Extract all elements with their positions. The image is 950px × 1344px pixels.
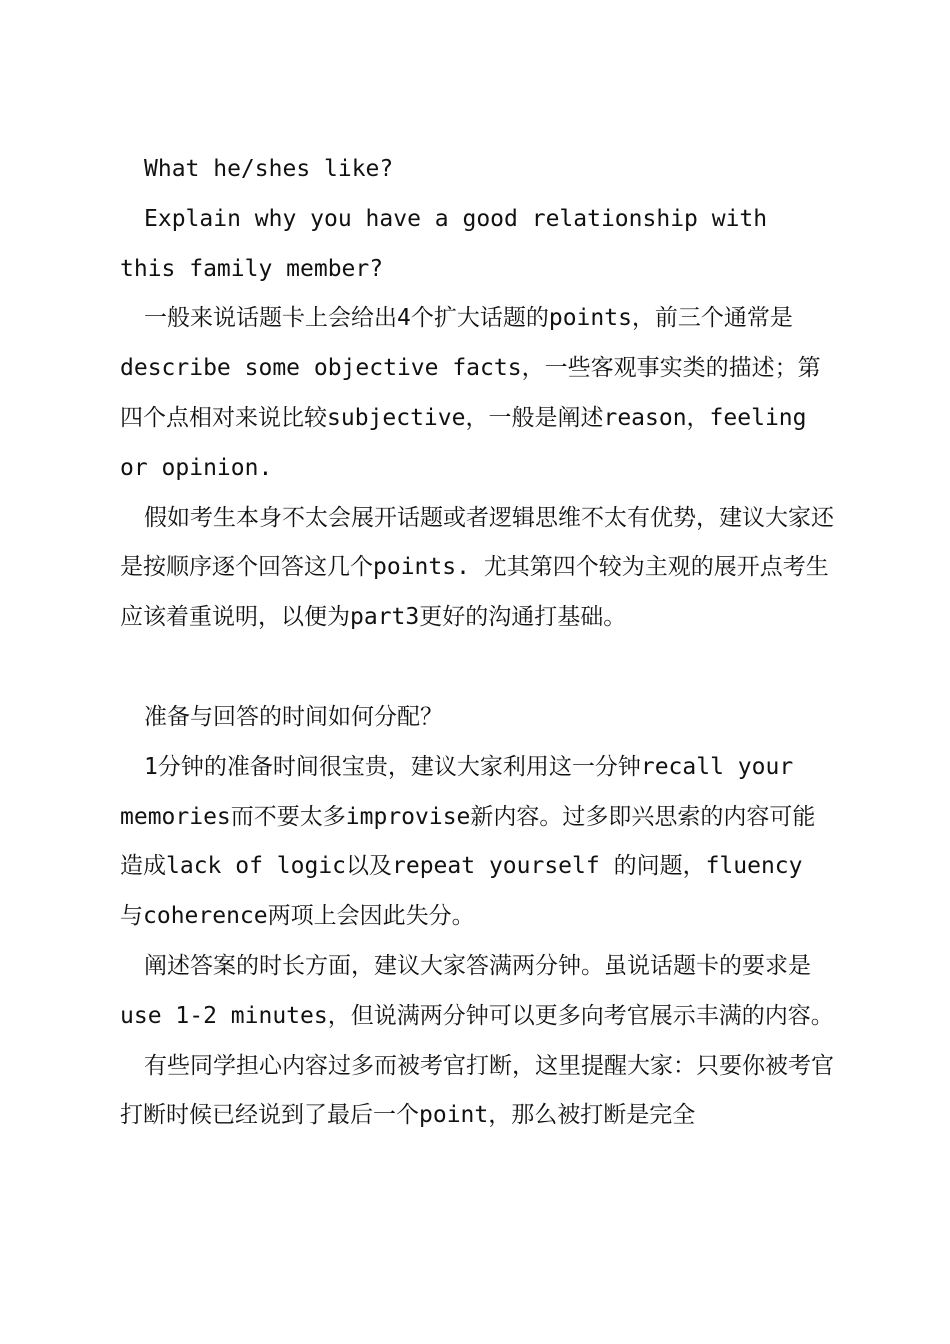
paragraph-answer-duration: 阐述答案的时长方面，建议大家答满两分钟。虽说话题卡的要求是use 1-2 minutes，但说满两分钟可以更多向考官展示丰满的内容。 — [120, 952, 834, 1029]
paragraph-interruption-note: 有些同学担心内容过多而被考官打断，这里提醒大家：只要你被考官打断时候已经说到了最后一个point，那么被打断是完全 — [120, 1052, 834, 1129]
document-body — [120, 145, 836, 1141]
paragraph-preparation-time: 1分钟的准备时间很宝贵，建议大家利用这一分钟recall your memories而不要太多improvise新内容。过多即兴思索的内容可能造成lack of logic以及repeat yourself 的问题，fluency 与coherence两项上会因此失分。 — [120, 753, 816, 930]
paragraph-spacer — [120, 643, 836, 693]
paragraph-question-relationship: Explain why you have a good relationship with this family member? — [120, 205, 768, 282]
paragraph-question-likes: What he/shes like? — [144, 156, 394, 182]
paragraph-points-explanation: 一般来说话题卡上会给出4个扩大话题的points，前三个通常是describe some objective facts，一些客观事实类的描述；第四个点相对来说比较subjective，一般是阐述reason，feeling or opinion. — [120, 305, 821, 481]
section-heading-time-allocation: 准备与回答的时间如何分配？ — [144, 703, 443, 730]
paragraph-answer-order-advice: 假如考生本身不太会展开话题或者逻辑思维不太有优势，建议大家还是按顺序逐个回答这几个points. 尤其第四个较为主观的展开点考生应该着重说明，以便为part3更好的沟通打基础。 — [120, 504, 834, 631]
